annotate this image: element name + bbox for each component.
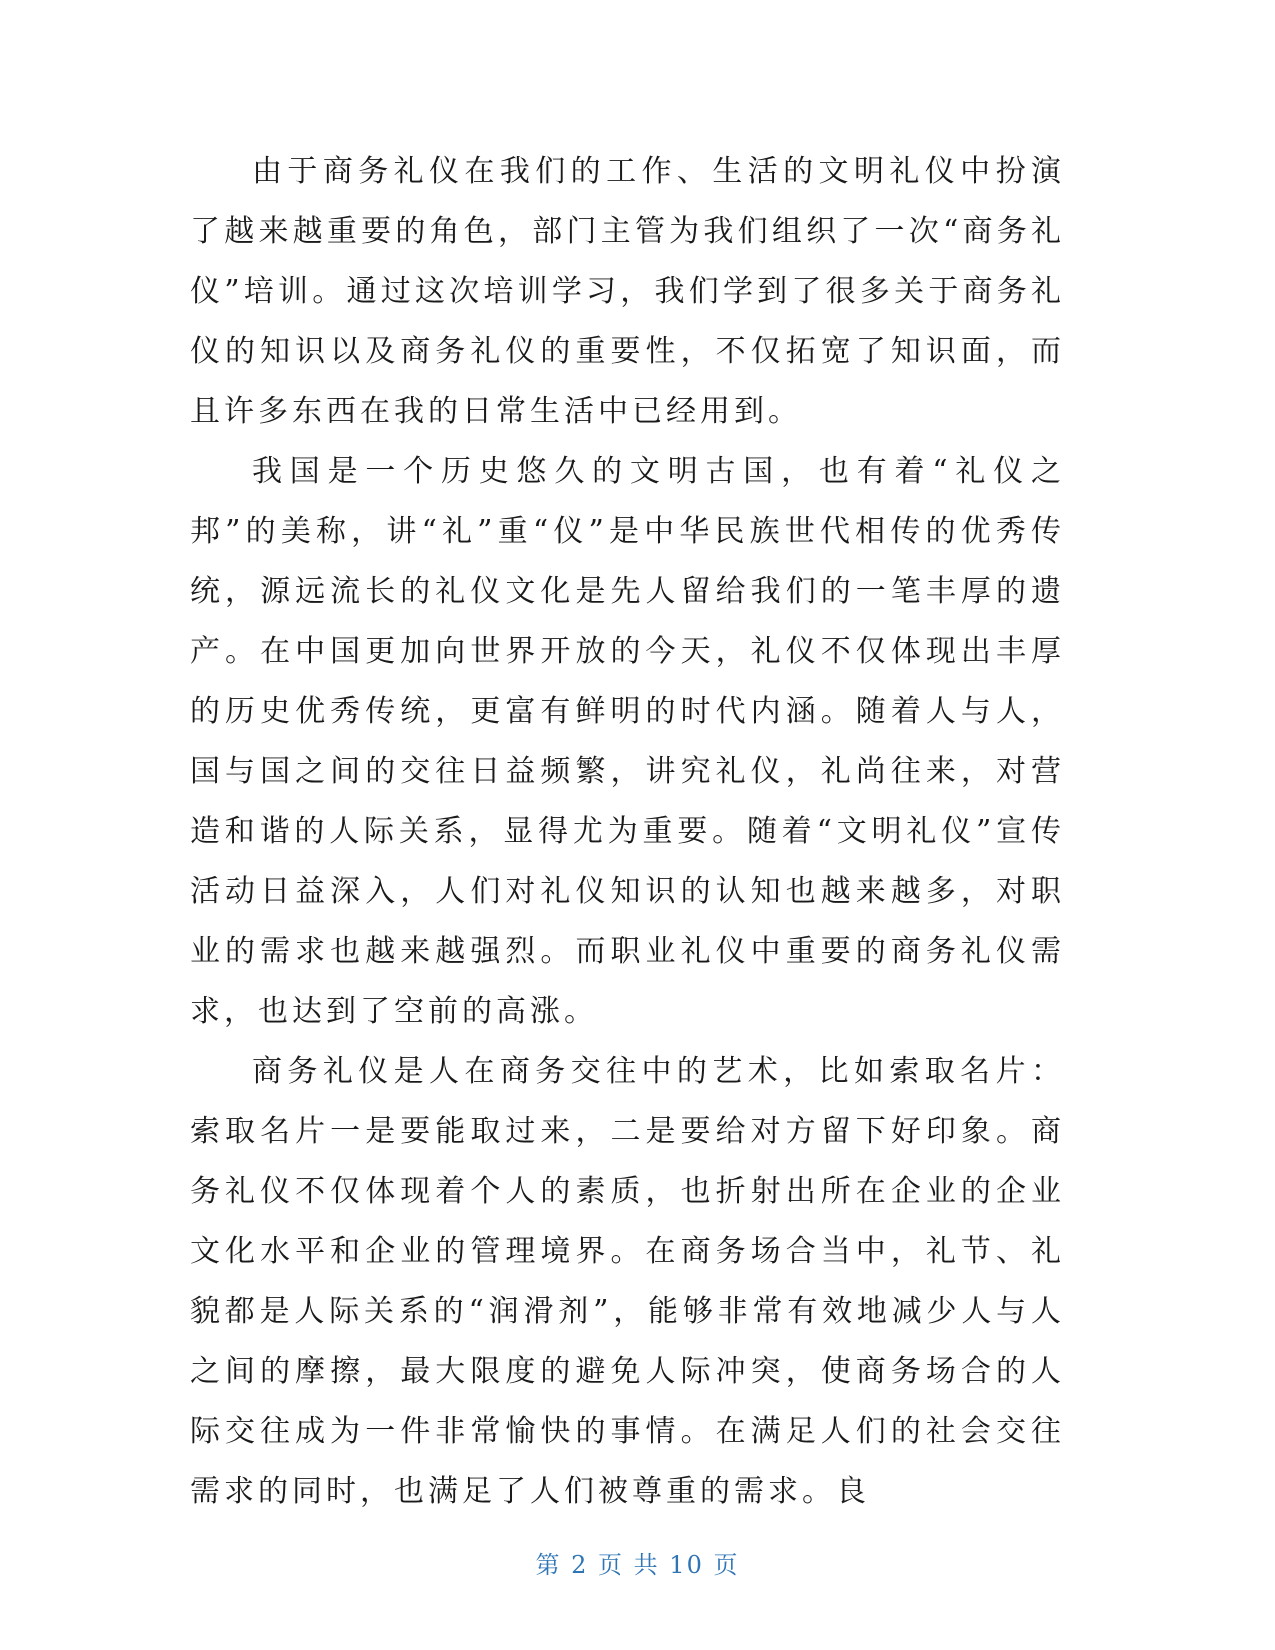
paragraph-1: 由于商务礼仪在我们的工作、生活的文明礼仪中扮演了越来越重要的角色，部门主管为我们组织了一次“商务礼仪”培训。通过这次培训学习，我们学到了很多关于商务礼仪的知识以及商务礼仪的重要性，不仅拓宽了知识面，而且许多东西在我的日常生活中已经用到。 [190,154,1065,429]
page-footer [0,1545,1275,1580]
paragraph-2: 我国是一个历史悠久的文明古国，也有着“礼仪之邦”的美称，讲“礼”重“仪”是中华民族世代相传的优秀传统，源远流长的礼仪文化是先人留给我们的一笔丰厚的遗产。在中国更加向世界开放的今天，礼仪不仅体现出丰厚的历史优秀传统，更富有鲜明的时代内涵。随着人与人，国与国之间的交往日益频繁，讲究礼仪，礼尚往来，对营造和谐的人际关系，显得尤为重要。随着“文明礼仪”宣传活动日益深入，人们对礼仪知识的认知也越来越多，对职业的需求也越来越强烈。而职业礼仪中重要的商务礼仪需求，也达到了空前的高涨。 [190,454,1065,1029]
document-body [190,142,1065,1522]
paragraph-3: 商务礼仪是人在商务交往中的艺术，比如索取名片：索取名片一是要能取过来，二是要给对方留下好印象。商务礼仪不仅体现着个人的素质，也折射出所在企业的企业文化水平和企业的管理境界。在商务场合当中，礼节、礼貌都是人际关系的“润滑剂”，能够非常有效地减少人与人之间的摩擦，最大限度的避免人际冲突，使商务场合的人际交往成为一件非常愉快的事情。在满足人们的社会交往需求的同时，也满足了人们被尊重的需求。良 [190,1054,1065,1509]
page-number-label: 第 2 页 共 10 页 [535,1551,740,1579]
